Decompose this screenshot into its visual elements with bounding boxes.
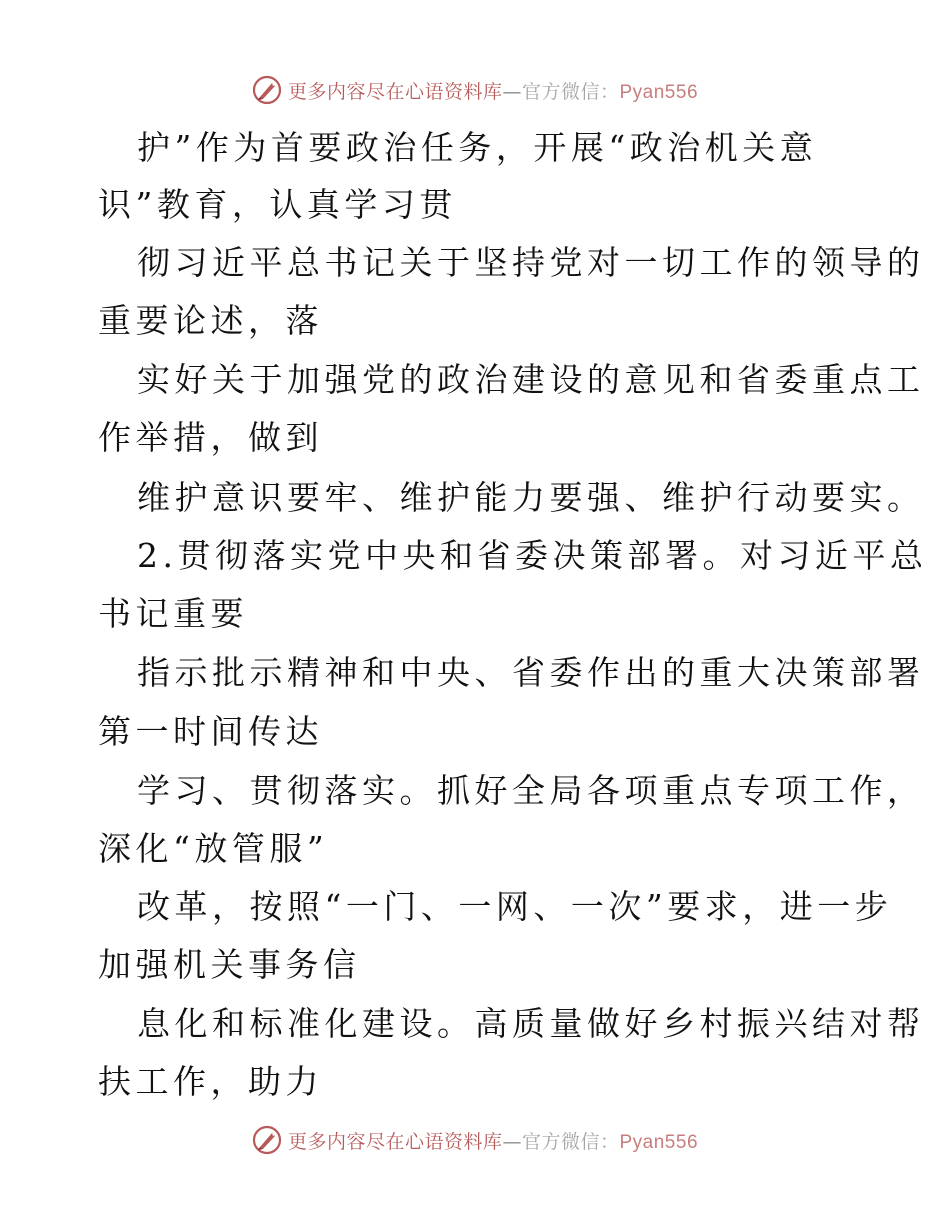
- body-line: 第一时间传达: [98, 712, 323, 751]
- body-line: 重要论述，落: [98, 301, 323, 340]
- body-line: 扶工作，助力: [98, 1062, 323, 1101]
- body-line: 书记重要: [98, 594, 248, 633]
- body-line: 维护意识要牢、维护能力要强、维护行动要实。: [137, 478, 925, 517]
- body-line: 学习、贯彻落实。抓好全局各项重点专项工作，: [137, 771, 925, 810]
- pen-logo-icon: [252, 1125, 282, 1155]
- body-line: 改革，按照“一门、一网、一次”要求，进一步: [137, 887, 893, 926]
- banner-site-name: 更多内容尽在心语资料库: [287, 1130, 503, 1153]
- banner-wechat-id: Pyan556: [619, 1131, 699, 1153]
- body-line: 护”作为首要政治任务，开展“政治机关意: [137, 128, 818, 167]
- body-line: 作举措，做到: [98, 418, 323, 457]
- body-line: 实好关于加强党的政治建设的意见和省委重点工: [137, 360, 925, 399]
- body-line: 加强机关事务信: [98, 945, 361, 984]
- banner-site-name: 更多内容尽在心语资料库: [287, 80, 503, 103]
- banner-wechat-label: 官方微信：: [521, 1130, 620, 1153]
- banner-dash: —: [502, 80, 522, 103]
- banner-dash: —: [502, 1130, 522, 1153]
- body-line: 深化“放管服”: [98, 829, 329, 868]
- banner-text: [288, 1127, 698, 1154]
- banner-text: [288, 77, 698, 104]
- body-line: 识”教育，认真学习贯: [98, 185, 457, 224]
- body-line: 息化和标准化建设。高质量做好乡村振兴结对帮: [137, 1004, 925, 1043]
- footer-banner: [0, 1120, 950, 1160]
- header-banner: [0, 70, 950, 110]
- body-line: 指示批示精神和中央、省委作出的重大决策部署: [137, 653, 925, 692]
- body-line: 彻习近平总书记关于坚持党对一切工作的领导的: [137, 243, 925, 282]
- body-line: 2.贯彻落实党中央和省委决策部署。对习近平总: [137, 536, 928, 575]
- banner-wechat-id: Pyan556: [619, 81, 699, 103]
- pen-logo-icon: [252, 75, 282, 105]
- banner-wechat-label: 官方微信：: [521, 80, 620, 103]
